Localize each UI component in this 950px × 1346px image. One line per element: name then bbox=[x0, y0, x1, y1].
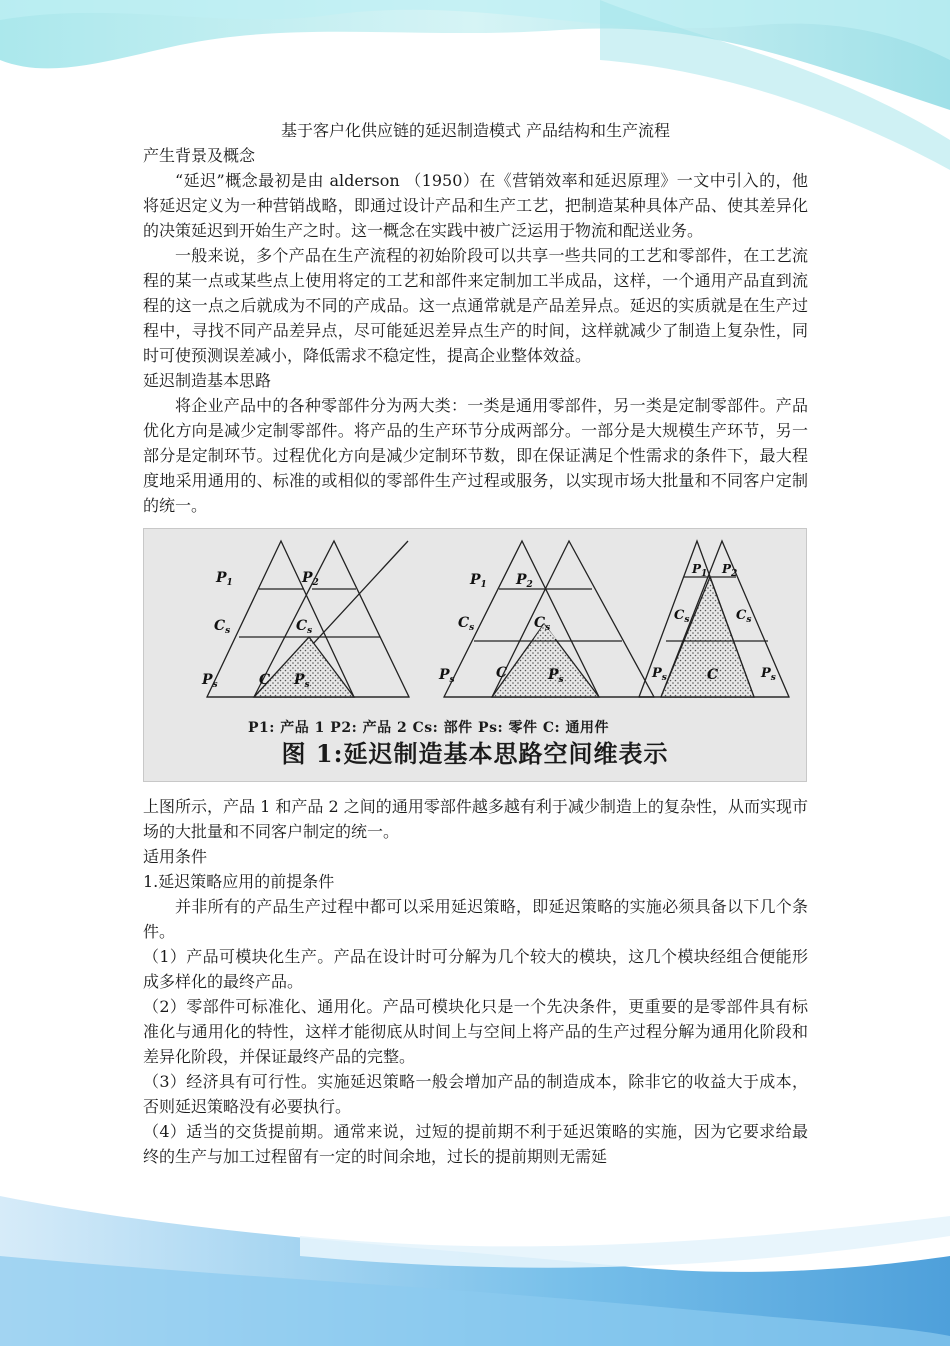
document-title: 基于客户化供应链的延迟制造模式 产品结构和生产流程 bbox=[280, 121, 671, 140]
label-p2-g2: $P_2$ bbox=[516, 572, 533, 590]
condition-1: （1）产品可模块化生产。产品在设计时可分解为几个较大的模块，这几个模块经组合便能形成多样化的最终产品。 bbox=[143, 947, 808, 991]
label-p2-g3: $P_2$ bbox=[722, 562, 738, 579]
condition-3: （3）经济具有可行性。实施延迟策略一般会增加产品的制造成本，除非它的收益大于成本，否则延迟策略没有必要执行。 bbox=[143, 1072, 808, 1116]
label-ps-g1-left: $P_s$ bbox=[202, 672, 218, 690]
figure-caption: 图 1:延迟制造基本思路空间维表示 bbox=[281, 739, 669, 768]
label-cs-g2-right: $C_s$ bbox=[534, 615, 551, 633]
section-heading-conditions: 适用条件 bbox=[143, 847, 208, 866]
label-c-g2: C bbox=[496, 665, 508, 681]
label-ps-g3-left: $P_s$ bbox=[652, 666, 667, 683]
document-page bbox=[143, 118, 808, 1169]
condition-2: （2）零部件可标准化、通用化。产品可模块化只是一个先决条件，更重要的是零部件具有标准化与通用化的特性，这样才能彻底从时间上与空间上将产品的生产过程分解为通用化阶段和差异化阶段，并保证最终产品的完整。 bbox=[143, 997, 808, 1066]
condition-4: （4）适当的交货提前期。通常来说，过短的提前期不利于延迟策略的实施，因为它要求给最终的生产与加工过程留有一定的时间余地，过长的提前期则无需延 bbox=[143, 1122, 808, 1166]
label-cs-g1-left: $C_s$ bbox=[214, 618, 231, 636]
paragraph-after-figure: 上图所示，产品 1 和产品 2 之间的通用零部件越多越有利于减少制造上的复杂性，从而实现市场的大批量和不同客户制定的统一。 bbox=[143, 797, 808, 841]
label-ps-g2-left: $P_s$ bbox=[439, 667, 455, 685]
paragraph-background-1: “延迟”概念最初是由 alderson （1950）在《营销效率和延迟原理》一文中引入的，他将延迟定义为一种营销战略，即通过设计产品和生产工艺，把制造某种具体产品、使其差异化的决策延迟到开始生产之时。这一概念在实践中被广泛运用于物流和配送业务。 bbox=[143, 171, 808, 240]
label-p2-g1: $P_2$ bbox=[302, 570, 319, 588]
subsection-heading-prerequisites: 1.延迟策略应用的前提条件 bbox=[143, 872, 335, 891]
figure-1 bbox=[143, 528, 807, 782]
label-c-g3: C bbox=[707, 667, 719, 683]
label-cs-g1-right: $C_s$ bbox=[296, 618, 313, 636]
label-c-g1: C bbox=[259, 672, 271, 688]
bottom-wave-decoration bbox=[0, 1176, 950, 1346]
figure-legend: P1: 产品 1 P2: 产品 2 Cs: 部件 Ps: 零件 C: 通用件 bbox=[248, 720, 610, 736]
paragraph-idea: 将企业产品中的各种零部件分为两大类：一类是通用零部件，另一类是定制零部件。产品优化方向是减少定制零部件。将产品的生产环节分成两部分。一部分是大规模生产环节，另一部分是定制环节。过程优化方向是减少定制环节数，即在保证满足个性需求的条件下，最大程度地采用通用的、标准的或相似的零部件生产过程或服务，以实现市场大批量和不同客户定制的统一。 bbox=[143, 396, 808, 515]
label-cs-g3-left: $C_s$ bbox=[674, 608, 690, 625]
label-ps-g2-right: $P_s$ bbox=[548, 667, 564, 685]
paragraph-background-2: 一般来说，多个产品在生产流程的初始阶段可以共享一些共同的工艺和零部件，在工艺流程的某一点或某些点上使用将定的工艺和部件来定制加工半成品，这样，一个通用产品直到流程的这一点之后就成为不同的产成品。这一点通常就是产品差异点。延迟的实质就是在生产过程中，寻找不同产品差异点，尽可能延迟差异点生产的时间，这样就减少了制造上复杂性，同时可使预测误差减小，降低需求不稳定性，提高企业整体效益。 bbox=[143, 246, 808, 365]
label-cs-g3-right: $C_s$ bbox=[736, 608, 752, 625]
section-heading-idea: 延迟制造基本思路 bbox=[143, 371, 272, 390]
label-ps-g3-right: $P_s$ bbox=[761, 666, 776, 683]
paragraph-conditions-intro: 并非所有的产品生产过程中都可以采用延迟策略，即延迟策略的实施必须具备以下几个条件。 bbox=[143, 897, 808, 941]
label-p1-g1: $P_1$ bbox=[216, 570, 233, 588]
label-p1-g3: $P_1$ bbox=[692, 562, 708, 579]
label-ps-g1-right: $P_s$ bbox=[294, 672, 310, 690]
diagram-group-1 bbox=[207, 541, 409, 697]
figure-diagram bbox=[144, 529, 806, 714]
label-p1-g2: $P_1$ bbox=[470, 572, 487, 590]
section-heading-background: 产生背景及概念 bbox=[143, 146, 256, 165]
label-cs-g2-left: $C_s$ bbox=[458, 615, 475, 633]
